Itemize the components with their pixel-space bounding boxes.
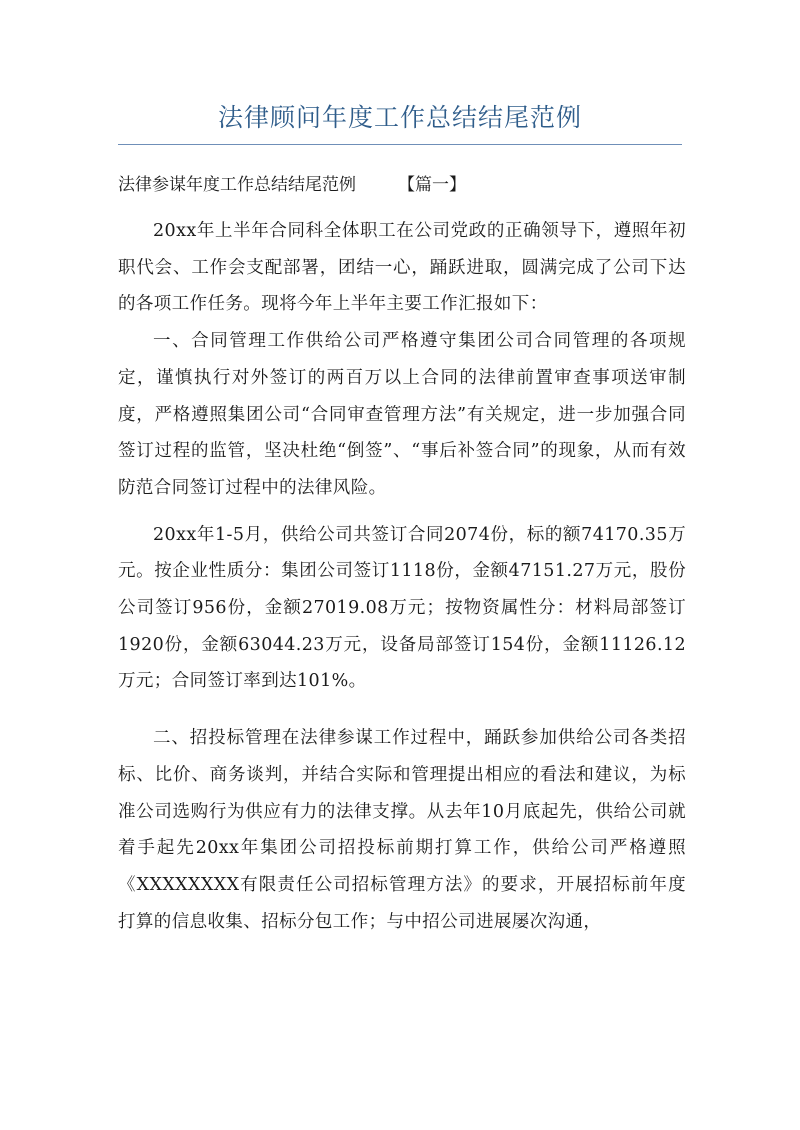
section-heading (118, 171, 466, 199)
document-body (118, 213, 686, 940)
title-divider (118, 144, 682, 145)
paragraph-contract-management: 一、合同管理工作供给公司严格遵守集团公司合同管理的各项规定，谨慎执行对外签订的两百万以上合同的法律前置审查事项送审制度，严格遵照集团公司“合同审查管理方法”有关规定，进一步加强合同签订过程的监管，坚决杜绝“倒签”、“事后补签合同”的现象，从而有效防范合同签订过程中的法律风险。 (118, 331, 686, 498)
paragraph-intro: 20xx年上半年合同科全体职工在公司党政的正确领导下，遵照年初职代会、工作会支配部署，团结一心，踊跃进取，圆满完成了公司下达的各项工作任务。现将今年上半年主要工作汇报如下： (118, 221, 686, 315)
paragraph-tender-management: 二、招投标管理在法律参谋工作过程中，踊跃参加供给公司各类招标、比价、商务谈判，并结合实际和管理提出相应的看法和建议，为标准公司选购行为供应有力的法律支撑。从去年10月底起先，供给公司就着手起先20xx年集团公司招投标前期打算工作，供给公司严格遵照《XXXXXXXX有限责任公司招标管理方法》的要求，开展招标前年度打算的信息收集、招标分包工作；与中招公司进展屡次沟通， (118, 728, 686, 932)
paragraph-contract-statistics: 20xx年1-5月，供给公司共签订合同2074份，标的额74170.35万元。按企业性质分：集团公司签订1118份，金额47151.27万元，股份公司签订956份，金额27019.08万元；按物资属性分：材料局部签订1920份，金额63044.23万元，设备局部签订154份，金额11126.12万元；合同签订率到达101%。 (118, 524, 686, 692)
document-title: 法律顾问年度工作总结结尾范例 (217, 103, 582, 132)
section-heading-text: 法律参谋年度工作总结结尾范例 (118, 175, 356, 195)
section-tag: 【篇一】 (398, 175, 466, 195)
